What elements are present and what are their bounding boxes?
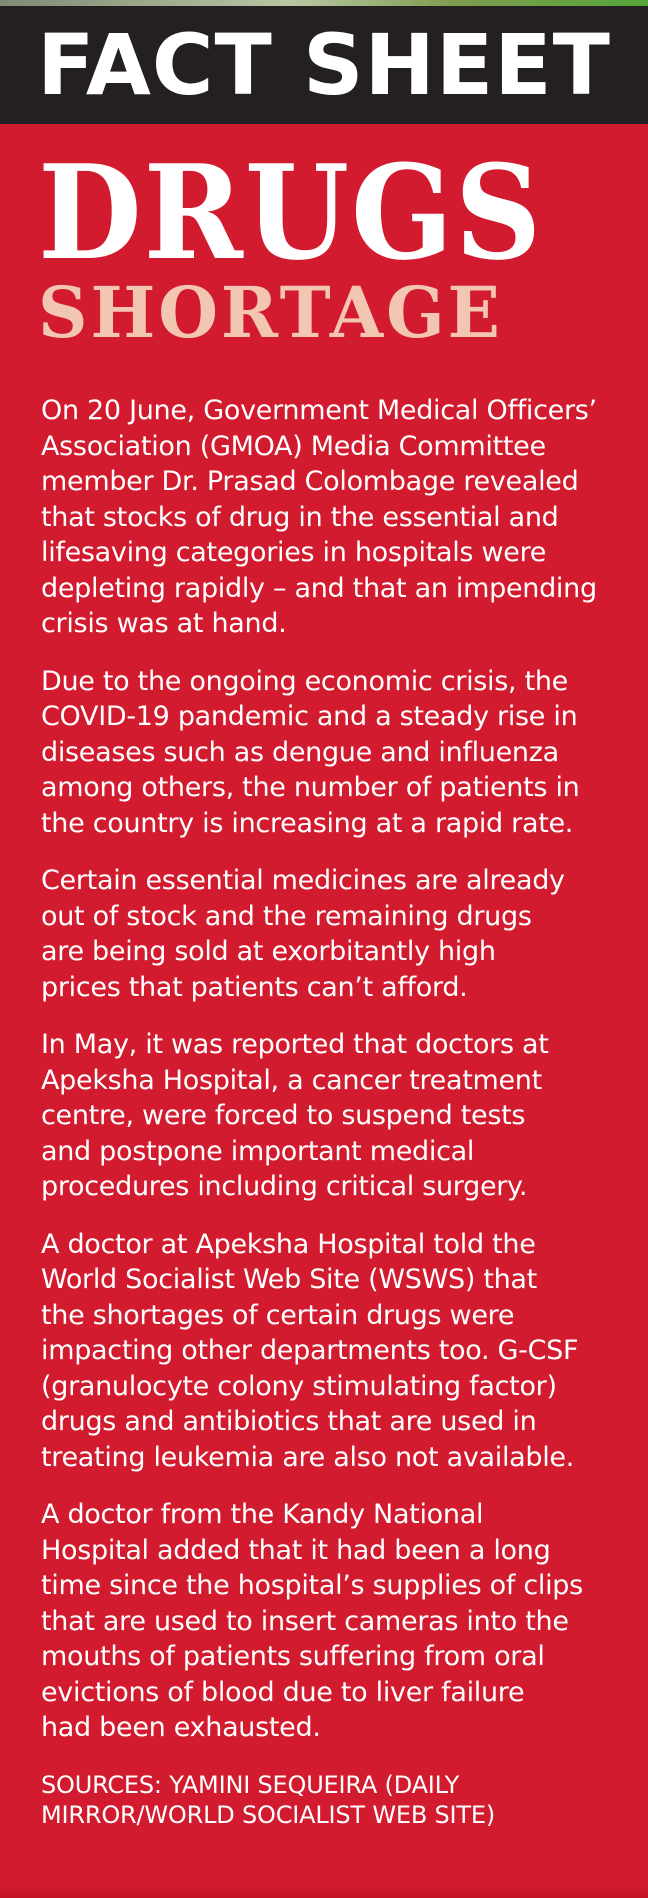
- headline-sub: SHORTAGE: [38, 271, 503, 354]
- headline-block: [38, 136, 618, 354]
- paragraph-5: A doctor at Apeksha Hospital told the World Socialist Web Site (WSWS) that the shortages of certain drugs were impacting other departments too. G-CSF (granulocyte colony stimulating factor) drugs and antibiotics that are used in treating leukemia are also not available.: [41, 1228, 579, 1473]
- paragraph-6: A doctor from the Kandy National Hospital added that it had been a long time since the hospital’s supplies of clips that are used to insert cameras into the mouths of patients suffering from oral evictions of blood due to liver failure had been exhausted.: [41, 1499, 583, 1743]
- paragraph-4: In May, it was reported that doctors at Apeksha Hospital, a cancer treatment centre, were forced to suspend tests and postpone important medical procedures including critical surgery.: [41, 1029, 549, 1202]
- header-bar: [0, 6, 648, 124]
- headline-main: DRUGS: [38, 136, 544, 289]
- paragraph-3: Certain essential medicines are already out of stock and the remaining drugs are being sold at exorbitantly high prices that patients can’t afford.: [41, 865, 565, 1003]
- paragraph-1: On 20 June, Government Medical Officers’ Association (GMOA) Media Committee member Dr. Prasad Colombage revealed that stocks of drug in the essential and lifesaving categories in hospitals were depleting rapidly – and that an impending crisis was at hand.: [41, 395, 597, 639]
- header-title: FACT SHEET: [37, 16, 611, 114]
- paragraph-2: Due to the ongoing economic crisis, the COVID-19 pandemic and a steady rise in diseases such as dengue and influenza among others, the number of patients in the country is increasing at a rapid rate.: [41, 665, 580, 839]
- sources-credit: SOURCES: YAMINI SEQUEIRA (DAILY MIRROR/WORLD SOCIALIST WEB SITE): [41, 1770, 496, 1829]
- article-body: [41, 393, 611, 1830]
- bottom-edge-fade: [0, 1888, 648, 1898]
